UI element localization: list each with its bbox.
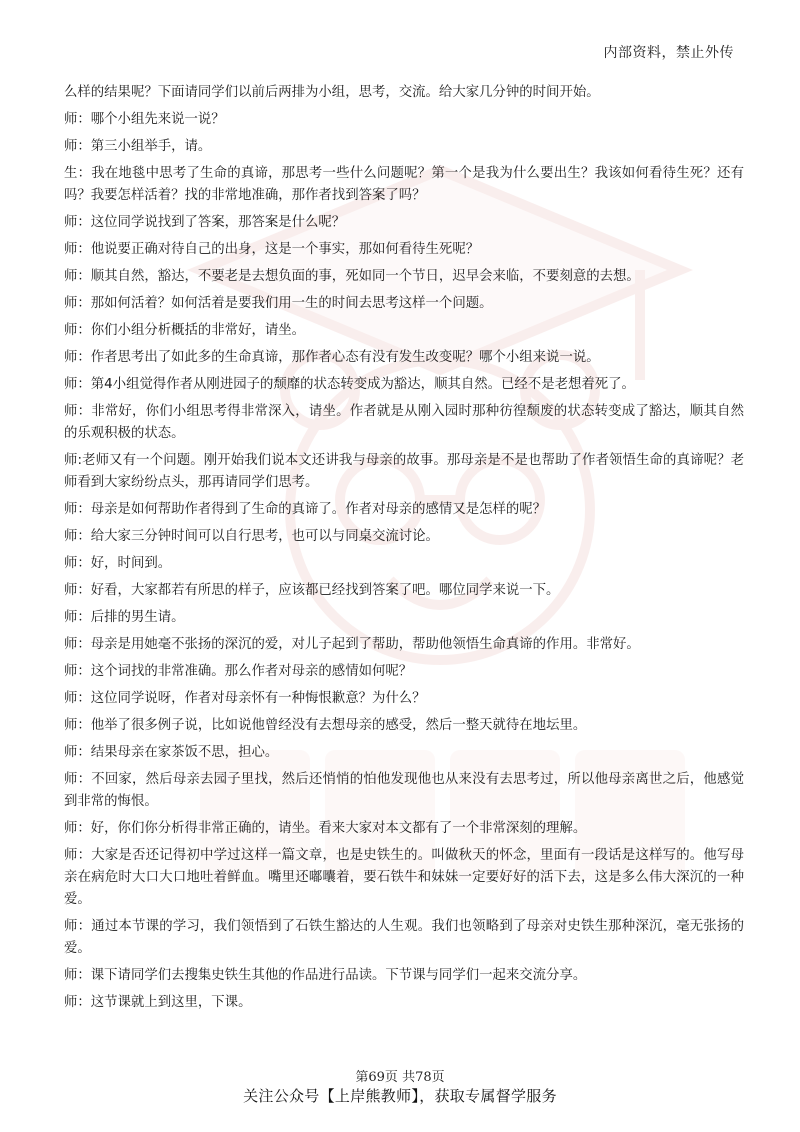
transcript-paragraph: 师：好，时间到。 <box>64 556 172 571</box>
page-footer <box>0 1070 800 1106</box>
transcript-paragraph: 师：作者思考出了如此多的生命真谛，那作者心态有没有发生改变呢？哪个小组来说一说。 <box>64 350 600 365</box>
transcript-paragraph: 生：我在地毯中思考了生命的真谛，那思考一些什么问题呢？第一个是我为什么要出生？我该如何看待生死？还有吗？我要怎样活着？找的非常地准确，那作者找到答案了吗？ <box>64 166 744 203</box>
transcript-paragraph: 师：他举了很多例子说，比如说他曾经没有去想母亲的感受，然后一整天就待在地坛里。 <box>64 718 587 733</box>
transcript-paragraph: 师:老师又有一个问题。刚开始我们说本文还讲我与母亲的故事。那母亲是不是也帮助了作者领悟生命的真谛呢？老师看到大家纷纷点头，那再请同学们思考。 <box>64 453 744 490</box>
transcript-paragraph: 师：这节课就上到这里，下课。 <box>64 995 252 1010</box>
transcript-paragraph: 师：不回家，然后母亲去园子里找，然后还悄悄的怕他发现他也从来没有去思考过，所以他母亲离世之后，他感觉到非常的悔恨。 <box>64 772 744 809</box>
transcript-paragraph: 师：母亲是用她毫不张扬的深沉的爱，对儿子起到了帮助，帮助他领悟生命真谛的作用。非常好。 <box>64 637 640 652</box>
transcript-paragraph: 师：他说要正确对待自己的出身，这是一个事实，那如何看待生死呢？ <box>64 242 480 257</box>
page-number: 第69页 共78页 <box>355 1070 445 1085</box>
transcript-paragraph: 师：好，你们你分析得非常正确的，请坐。看来大家对本文都有了一个非常深刻的理解。 <box>64 821 587 836</box>
transcript-paragraph: 师：非常好，你们小组思考得非常深入，请坐。作者就是从刚入园时那种彷徨颓废的状态转变成了豁达，顺其自然的乐观积极的状态。 <box>64 404 744 441</box>
transcript-paragraph: 师：第4小组觉得作者从刚进园子的颓靡的状态转变成为豁达，顺其自然。已经不是老想着死了。 <box>64 377 635 392</box>
transcript-paragraph: 师：大家是否还记得初中学过这样一篇文章，也是史铁生的。叫做秋天的怀念，里面有一段话是这样写的。他写母亲在病危时大口大口地吐着鲜血。嘴里还嘟囔着，要石铁牛和妹妹一定要好好的活下去，这是多么伟大深沉的一种爱。 <box>64 848 744 907</box>
transcript-paragraph: 师：课下请同学们去搜集史铁生其他的作品进行品读。下节课与同学们一起来交流分享。 <box>64 968 587 983</box>
transcript-paragraph: 师：母亲是如何帮助作者得到了生命的真谛了。作者对母亲的感情又是怎样的呢？ <box>64 502 547 517</box>
header-confidential-note: 内部资料，禁止外传 <box>603 45 734 61</box>
transcript-paragraph: 么样的结果呢？下面请同学们以前后两排为小组，思考，交流。给大家几分钟的时间开始。 <box>64 85 600 100</box>
footer-promo: 关注公众号【上岸熊教师】，获取专属督学服务 <box>243 1087 557 1105</box>
transcript-paragraph: 师：顺其自然，豁达，不要老是去想负面的事，死如同一个节日，迟早会来临，不要刻意的去想。 <box>64 269 640 284</box>
transcript-paragraph: 师：你们小组分析概括的非常好，请坐。 <box>64 323 306 338</box>
transcript-paragraph: 师：哪个小组先来说一说？ <box>64 112 225 127</box>
transcript-paragraph: 师：第三小组举手，请。 <box>64 139 212 154</box>
transcript-paragraph: 师：这位同学说找到了答案，那答案是什么呢？ <box>64 215 346 230</box>
transcript-paragraph: 师：结果母亲在家茶饭不思，担心。 <box>64 745 279 760</box>
transcript-paragraph: 师：后排的男生请。 <box>64 610 185 625</box>
transcript-paragraph: 师：这个词找的非常准确。那么作者对母亲的感情如何呢？ <box>64 664 413 679</box>
transcript-paragraph: 师：通过本节课的学习，我们领悟到了石铁生豁达的人生观。我们也领略到了母亲对史铁生那种深沉，毫无张扬的爱。 <box>64 919 744 956</box>
lesson-transcript <box>64 82 744 1019</box>
transcript-paragraph: 师：这位同学说呀，作者对母亲怀有一种悔恨歉意？为什么？ <box>64 691 426 706</box>
transcript-paragraph: 师：好看，大家都若有所思的样子，应该都已经找到答案了吧。哪位同学来说一下。 <box>64 583 560 598</box>
transcript-paragraph: 师：给大家三分钟时间可以自行思考，也可以与同桌交流讨论。 <box>64 529 439 544</box>
transcript-paragraph: 师：那如何活着？如何活着是要我们用一生的时间去思考这样一个问题。 <box>64 296 493 311</box>
